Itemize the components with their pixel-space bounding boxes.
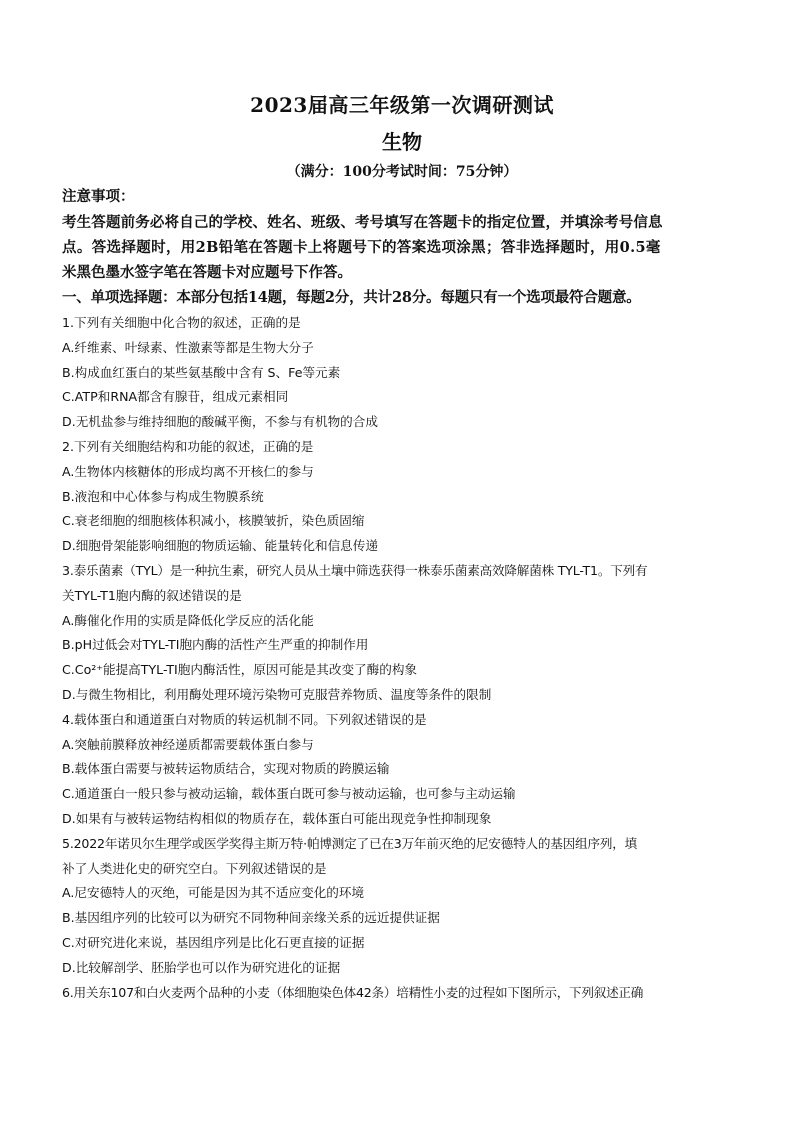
question-stem: 关TYL-T1胞内酶的叙述错误的是 bbox=[62, 587, 242, 603]
question-stem: 1.下列有关细胞中化合物的叙述，正确的是 bbox=[62, 315, 301, 330]
option: C.ATP和RNA都含有腺苷，组成元素相同 bbox=[62, 389, 289, 405]
exam-title: 2023届高三年级第一次调研测试 bbox=[250, 93, 554, 117]
option: B.载体蛋白需要与被转运物质结合，实现对物质的跨膜运输 bbox=[62, 761, 390, 777]
exam-page bbox=[62, 90, 742, 1005]
question bbox=[62, 435, 742, 559]
question-stem: 2.下列有关细胞结构和功能的叙述，正确的是 bbox=[62, 438, 314, 454]
option: A.纤维素、叶绿素、性激素等都是生物大分子 bbox=[62, 339, 314, 355]
question bbox=[62, 832, 742, 981]
option: C.Co²⁺能提高TYL-TI胞内酶活性，原因可能是其改变了酶的构象 bbox=[62, 662, 418, 678]
question-stem: 补了人类进化史的研究空白。下列叙述错误的是 bbox=[62, 860, 327, 876]
option: C.衰老细胞的细胞核体积减小，核膜皱折，染色质固缩 bbox=[62, 513, 365, 529]
question-stem: 4.载体蛋白和通道蛋白对物质的转运机制不同。下列叙述错误的是 bbox=[62, 711, 427, 727]
option: C.对研究进化来说，基因组序列是比化石更直接的证据 bbox=[62, 934, 365, 950]
question-stem: 3.泰乐菌素（TYL）是一种抗生素，研究人员从土壤中筛选获得一株泰乐菌素高效降解菌株 TYL-T1。下列有 bbox=[62, 562, 648, 578]
question-stem: 6.用关东107和白火麦两个品种的小麦（体细胞染色体42条）培精性小麦的过程如下图所示，下列叙述正确 bbox=[62, 984, 644, 1000]
notice-heading: 注意事项： bbox=[62, 188, 135, 205]
notice-body bbox=[62, 210, 742, 285]
option: B.基因组序列的比较可以为研究不同物种间亲缘关系的远近提供证据 bbox=[62, 910, 440, 926]
option: A.尼安德特人的灭绝，可能是因为其不适应变化的环境 bbox=[62, 885, 365, 901]
question bbox=[62, 708, 742, 832]
notice-line: 米黑色墨水签字笔在答题卡对应题号下作答。 bbox=[62, 264, 352, 281]
question-stem: 5.2022年诺贝尔生理学或医学奖得主斯万特·帕博测定了已在3万年前灭绝的尼安德特人的基因组序列，填 bbox=[62, 835, 638, 851]
notice-line: 考生答题前务必将自己的学校、姓名、班级、考号填写在答题卡的指定位置，并填涂考号信息 bbox=[62, 214, 663, 231]
option: A.生物体内核糖体的形成均离不开核仁的参与 bbox=[62, 463, 314, 479]
option: D.与微生物相比，利用酶处理环境污染物可克服营养物质、温度等条件的限制 bbox=[62, 686, 492, 702]
option: A.酶催化作用的实质是降低化学反应的活化能 bbox=[62, 612, 314, 628]
question bbox=[62, 559, 742, 708]
option: D.如果有与被转运物结构相似的物质存在，载体蛋白可能出现竞争性抑制现象 bbox=[62, 810, 492, 826]
exam-subject: 生物 bbox=[382, 130, 422, 154]
notice-line: 点。答选择题时，用2B铅笔在答题卡上将题号下的答案选项涂黑；答非选择题时，用0.5毫 bbox=[62, 239, 661, 256]
question bbox=[62, 981, 742, 1006]
section-heading: 一、单项选择题：本部分包括14题，每题2分，共计28分。每题只有一个选项最符合题意。 bbox=[62, 289, 641, 306]
option: B.液泡和中心体参与构成生物膜系统 bbox=[62, 488, 264, 504]
option: D.比较解剖学、胚胎学也可以作为研究进化的证据 bbox=[62, 959, 341, 975]
option: A.突触前膜释放神经递质都需要载体蛋白参与 bbox=[62, 736, 314, 752]
exam-time-info: （满分：100分考试时间：75分钟） bbox=[286, 164, 518, 180]
option: B.构成血红蛋白的某些氨基酸中含有 S、Fe等元素 bbox=[62, 364, 341, 380]
option: C.通道蛋白一般只参与被动运输，载体蛋白既可参与被动运输，也可参与主动运输 bbox=[62, 786, 516, 802]
option: D.细胞骨架能影响细胞的物质运输、能量转化和信息传递 bbox=[62, 538, 378, 554]
question bbox=[62, 311, 742, 435]
option: D.无机盐参与维持细胞的酸碱平衡，不参与有机物的合成 bbox=[62, 414, 378, 430]
option: B.pH过低会对TYL-TI胞内酶的活性产生严重的抑制作用 bbox=[62, 637, 369, 653]
